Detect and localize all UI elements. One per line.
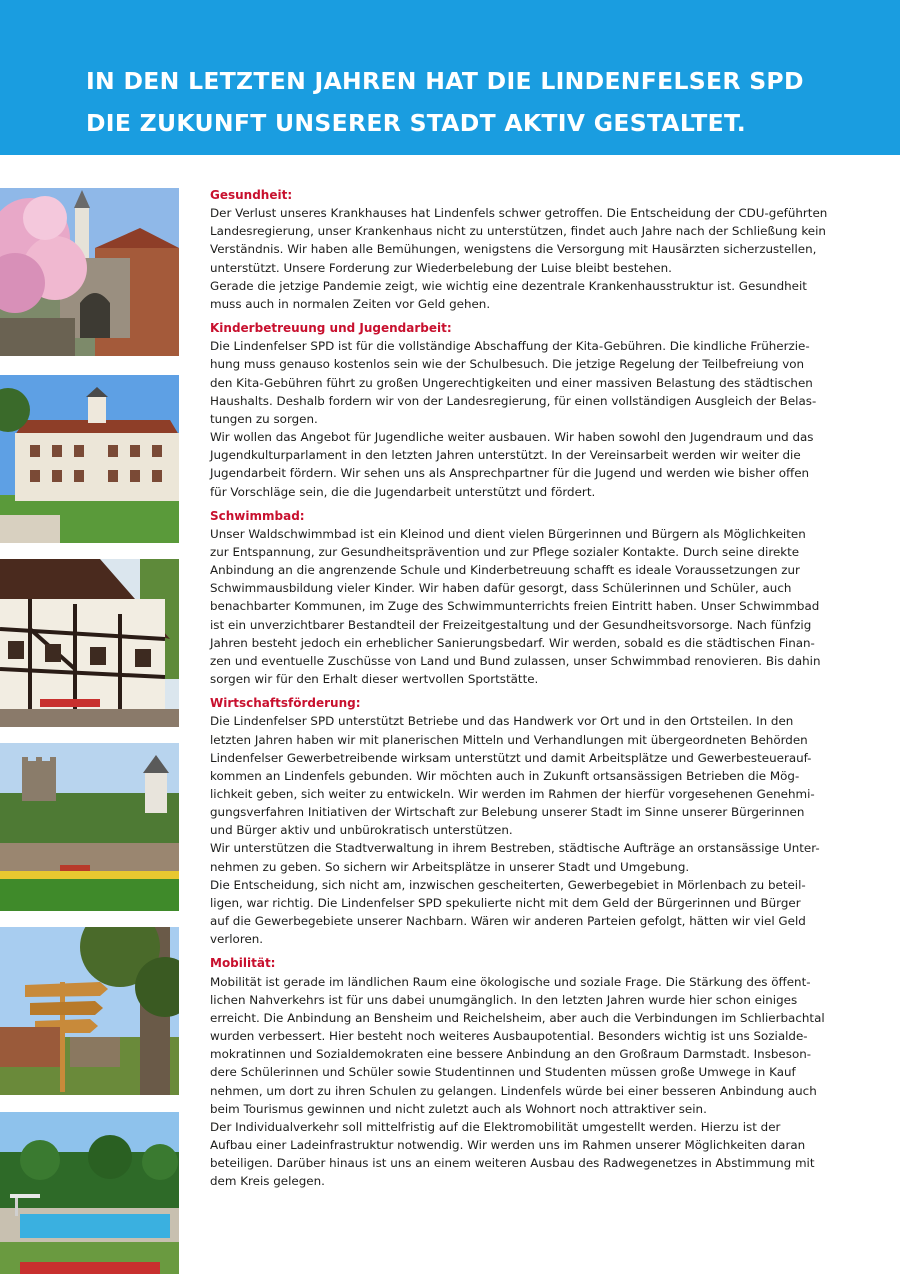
text-line: lichen Nahverkehrs ist für uns dabei unumgänglich. In den letzten Jahren wurde hier schon einiges — [210, 992, 798, 1007]
text-line: muss auch in normalen Zeiten vor Geld gehen. — [210, 296, 491, 311]
text-line: Die Lindenfelser SPD unterstützt Betriebe und das Handwerk vor Ort und in den Ortsteilen. In den — [210, 714, 794, 729]
text-line: Wir wollen das Angebot für Jugendliche weiter ausbauen. Wir haben sowohl den Jugendraum und das — [210, 430, 814, 445]
photo-castle-park — [0, 743, 179, 911]
text-line: dem Kreis gelegen. — [210, 1174, 325, 1189]
text-line: sorgen wir für den Erhalt dieser wertvollen Sportstätte. — [210, 672, 539, 687]
text-line: ligen, war richtig. Die Lindenfelser SPD spekulierte nicht mit dem Geld der Bürgerinnen und Bürger — [210, 895, 801, 910]
text-line: Unser Waldschwimmbad ist ein Kleinod und dient vielen Bürgerinnen und Bürgern als Möglichkeiten — [210, 526, 806, 541]
text-line: tungen zu sorgen. — [210, 411, 318, 426]
photo-town-gate — [0, 188, 179, 356]
text-line: unterstützt. Unsere Forderung zur Wiederbelebung der Luise bleibt bestehen. — [210, 260, 672, 275]
text-line: lichkeit geben, sich weiter zu entwickeln. Wir werden im Rahmen der hierfür vorgesehenen Genehmi- — [210, 787, 815, 801]
text-line: und Bürger aktiv und unbürokratisch unterstützen. — [210, 823, 513, 838]
photo-swimming-pool — [0, 1112, 179, 1274]
page-headline — [86, 60, 876, 144]
section-body — [210, 525, 821, 688]
section-kinderbetreuung — [210, 319, 815, 501]
text-line: Gerade die jetzige Pandemie zeigt, wie wichtig eine dezentrale Krankenhausstruktur ist. Gesundheit — [210, 278, 807, 293]
text-line: Verständnis. Wir haben alle Bemühungen, wenigstens die Versorgung mit Hausärzten sicherzustellen, — [210, 242, 817, 257]
text-line: nehmen, um dort zu ihren Schulen zu gelangen. Lindenfels würde bei einer besseren Anbindung auch — [210, 1083, 817, 1098]
header-banner — [0, 0, 900, 155]
text-line: mokratinnen und Sozialdemokraten eine bessere Anbindung an den Großraum Darmstadt. Insbeson- — [210, 1047, 812, 1062]
text-line: benachbarter Kommunen, im Zuge des Schwimmunterrichts freien Eintritt haben. Unser Schwimmbad — [210, 599, 820, 614]
headline-line: DIE ZUKUNFT UNSERER STADT AKTIV GESTALTET. — [86, 109, 746, 137]
text-line: beteiligen. Darüber hinaus ist uns an einem weiteren Ausbau des Radwegenetzes in Abstimmung mit — [210, 1156, 815, 1171]
text-line: Jugendkulturparlament in den letzten Jahren unterstützt. In der Vereinsarbeit werden wir weiter die — [210, 448, 801, 463]
text-line: hung muss genauso kostenlos sein wie der Schulbesuch. Die jetzige Regelung der Teilbefreiung von — [210, 357, 805, 372]
text-line: Aufbau einer Ladeinfrastruktur notwendig. Wir werden uns im Rahmen unserer Möglichkeiten daran — [210, 1137, 806, 1152]
main-content — [210, 186, 828, 1196]
text-line: Jugendarbeit fördern. Wir sehen uns als Ansprechpartner für die Jugend und werden wie bisher offen — [210, 466, 810, 481]
text-line: Die Lindenfelser SPD ist für die vollständige Abschaffung der Kita-Gebühren. Die kindliche Früherzie- — [210, 339, 810, 354]
text-line: auf die Gewerbegebiete unserer Nachbarn. Wären wir anderen Parteien gefolgt, hätten wir viel Geld — [210, 914, 806, 929]
section-title: Wirtschaftsförderung: — [210, 696, 361, 711]
section-body — [210, 712, 820, 948]
text-line: Wir unterstützen die Stadtverwaltung in ihrem Bestreben, städtische Aufträge an orstansässige Unter- — [210, 841, 820, 856]
text-line: Landesregierung, unser Krankenhaus nicht zu unterstützen, findet auch Jahre nach der Schließung kein — [210, 224, 826, 239]
text-line: den Kita-Gebühren führt zu großen Ungerechtigkeiten und einer massiven Belastung des städtischen — [210, 375, 813, 390]
text-line: Anbindung an die angrenzende Schule und Kinderbetreuung schafft es ideale Voraussetzungen zur — [210, 563, 800, 578]
text-line: verloren. — [210, 932, 264, 947]
section-body — [210, 204, 828, 313]
section-body — [210, 337, 815, 500]
text-line: gungsverfahren Initiativen der Wirtschaft zur Belebung unserer Stadt im Sinne unserer Bürgerinnen — [210, 805, 805, 820]
section-title: Schwimmbad: — [210, 508, 305, 523]
photo-school-building — [0, 375, 179, 543]
text-line: erreicht. Die Anbindung an Bensheim und Reichelsheim, aber auch die Verbindungen im Schlierbachtal — [210, 1010, 825, 1025]
text-line: kommen an Lindenfels gebunden. Wir möchten auch in Zukunft ortsansässigen Betrieben die Mög- — [210, 768, 800, 783]
text-line: Die Entscheidung, sich nicht am, inzwischen gescheiterten, Gewerbegebiet in Mörlenbach zu beteil- — [210, 877, 806, 892]
text-line: wurden verbessert. Hier besteht noch weiteres Ausbaupotential. Besonders wichtig ist uns Sozialde- — [210, 1029, 808, 1044]
headline-line: IN DEN LETZTEN JAHREN HAT DIE LINDENFELSER SPD — [86, 67, 804, 95]
text-line: zur Entspannung, zur Gesundheitsprävention und zur Pflege sozialer Kontakte. Durch seine direkte — [210, 544, 800, 559]
text-line: dere Schülerinnen und Schüler sowie Studentinnen und Studenten müssen große Umwege in Kauf — [210, 1065, 796, 1080]
text-line: Der Individualverkehr soll mittelfristig auf die Elektromobilität umgestellt werden. Hierzu ist der — [210, 1119, 781, 1134]
section-mobilitaet — [210, 954, 825, 1190]
section-title: Mobilität: — [210, 956, 276, 971]
text-line: zen und eventuelle Zuschüsse von Land und Bund zulassen, unser Schwimmbad renovieren. Bis dahin — [210, 653, 821, 668]
text-line: für Vorschläge sein, die die Jugendarbeit unterstützt und fördert. — [210, 484, 596, 499]
photo-signpost — [0, 927, 179, 1095]
section-title: Kinderbetreuung und Jugendarbeit: — [210, 321, 452, 336]
text-line: Mobilität ist gerade im ländlichen Raum eine ökologische und soziale Frage. Die Stärkung des öffent- — [210, 974, 811, 989]
section-schwimmbad — [210, 507, 821, 689]
section-body — [210, 973, 825, 1191]
text-line: ist ein unverzichtbarer Bestandteil der Freizeitgestaltung und der Gesundheitsvorsorge. Nach fünfzig — [210, 617, 812, 632]
section-title: Gesundheit: — [210, 188, 293, 202]
text-line: Jahren besteht jedoch ein erheblicher Sanierungsbedarf. Wir werden, sobald es die städtischen Finan- — [210, 635, 815, 650]
text-line: nehmen zu geben. So sichern wir Arbeitsplätze in unserer Stadt und Umgebung. — [210, 859, 690, 874]
section-wirtschaftsfoerderung — [210, 694, 820, 948]
text-line: beim Tourismus gewinnen und nicht zuletzt auch als Wohnort noch attraktiver sein. — [210, 1101, 707, 1116]
text-line: Haushalts. Deshalb fordern wir von der Landesregierung, für einen vollständigen Ausgleich der Belas- — [210, 393, 817, 408]
photo-timber-house — [0, 559, 179, 727]
text-line: Der Verlust unseres Krankhauses hat Lindenfels schwer getroffen. Die Entscheidung der CDU-geführten — [210, 206, 828, 221]
section-gesundheit — [210, 186, 828, 313]
text-line: letzten Jahren haben wir mit planerischen Mitteln und Verhandlungen mit übergeordneten Behörden — [210, 732, 808, 747]
text-line: Lindenfelser Gewerbetreibende wirksam unterstützt und damit Arbeitsplätze und Gewerbesteuerauf- — [210, 750, 812, 765]
text-line: Schwimmausbildung vieler Kinder. Wir haben dafür gesorgt, dass Schülerinnen und Schüler, auch — [210, 581, 792, 596]
